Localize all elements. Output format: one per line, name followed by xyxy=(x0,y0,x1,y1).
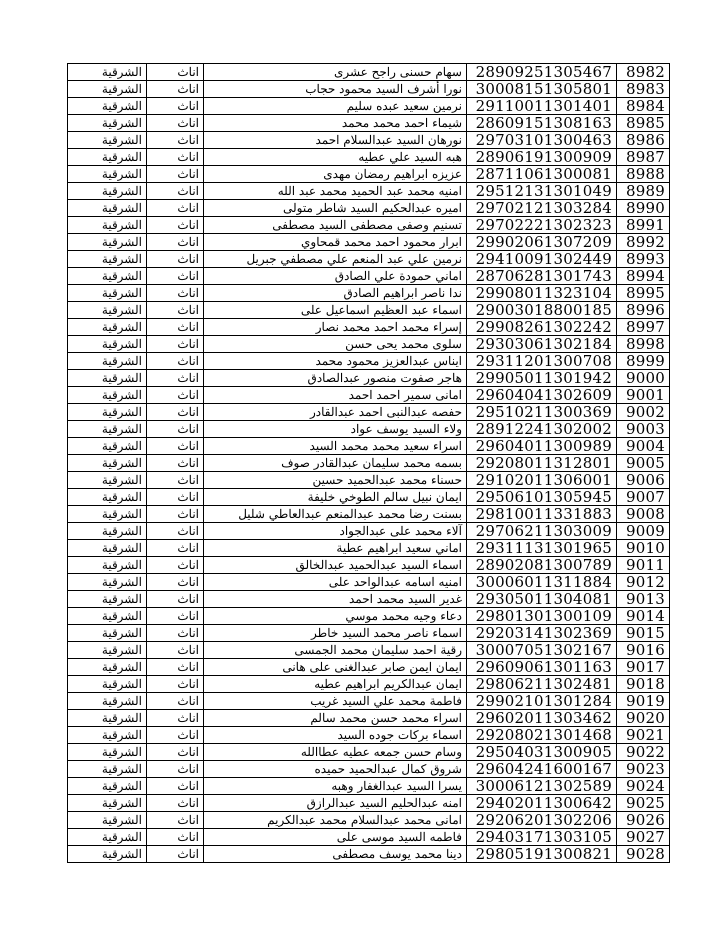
gender-cell: اناث xyxy=(147,795,204,812)
serial-number-cell: 9025 xyxy=(617,795,670,812)
serial-number-cell: 8982 xyxy=(617,64,670,81)
governorate-cell: الشرقية xyxy=(68,761,147,778)
national-id-cell: 29102011306001 xyxy=(467,472,617,489)
national-id-cell: 28909251305467 xyxy=(467,64,617,81)
serial-number-cell: 9014 xyxy=(617,608,670,625)
governorate-cell: الشرقية xyxy=(68,540,147,557)
gender-cell: اناث xyxy=(147,540,204,557)
serial-number-cell: 9028 xyxy=(617,846,670,863)
table-row xyxy=(68,455,670,472)
name-cell: امانى محمد عبدالسلام محمد عبدالكريم xyxy=(204,812,467,829)
serial-number-cell: 9016 xyxy=(617,642,670,659)
governorate-cell: الشرقية xyxy=(68,710,147,727)
national-id-cell: 29902061307209 xyxy=(467,234,617,251)
name-cell: شروق كمال عبدالحميد حميده xyxy=(204,761,467,778)
serial-number-cell: 9018 xyxy=(617,676,670,693)
gender-cell: اناث xyxy=(147,200,204,217)
records-table-body xyxy=(68,64,670,863)
gender-cell: اناث xyxy=(147,710,204,727)
table-row xyxy=(68,761,670,778)
national-id-cell: 29504031300905 xyxy=(467,744,617,761)
serial-number-cell: 9013 xyxy=(617,591,670,608)
gender-cell: اناث xyxy=(147,132,204,149)
name-cell: نرمين سعيد عبده سليم xyxy=(204,98,467,115)
document-page xyxy=(67,63,669,863)
serial-number-cell: 9021 xyxy=(617,727,670,744)
national-id-cell: 30006121302589 xyxy=(467,778,617,795)
governorate-cell: الشرقية xyxy=(68,846,147,863)
national-id-cell: 29810011331883 xyxy=(467,506,617,523)
serial-number-cell: 9024 xyxy=(617,778,670,795)
table-row xyxy=(68,302,670,319)
table-row xyxy=(68,81,670,98)
name-cell: ايمان عبدالكريم ابراهيم عطيه xyxy=(204,676,467,693)
table-row xyxy=(68,574,670,591)
gender-cell: اناث xyxy=(147,608,204,625)
name-cell: نرمين علي عبد المنعم علي مصطفي جبريل xyxy=(204,251,467,268)
governorate-cell: الشرقية xyxy=(68,812,147,829)
governorate-cell: الشرقية xyxy=(68,149,147,166)
serial-number-cell: 9010 xyxy=(617,540,670,557)
governorate-cell: الشرقية xyxy=(68,166,147,183)
gender-cell: اناث xyxy=(147,115,204,132)
gender-cell: اناث xyxy=(147,353,204,370)
gender-cell: اناث xyxy=(147,64,204,81)
governorate-cell: الشرقية xyxy=(68,421,147,438)
gender-cell: اناث xyxy=(147,166,204,183)
name-cell: آلاء محمد على عبدالجواد xyxy=(204,523,467,540)
governorate-cell: الشرقية xyxy=(68,523,147,540)
national-id-cell: 29003018800185 xyxy=(467,302,617,319)
governorate-cell: الشرقية xyxy=(68,642,147,659)
table-row xyxy=(68,829,670,846)
serial-number-cell: 9008 xyxy=(617,506,670,523)
serial-number-cell: 9005 xyxy=(617,455,670,472)
governorate-cell: الشرقية xyxy=(68,795,147,812)
table-row xyxy=(68,727,670,744)
gender-cell: اناث xyxy=(147,251,204,268)
governorate-cell: الشرقية xyxy=(68,183,147,200)
name-cell: دينا محمد يوسف مصطفى xyxy=(204,846,467,863)
national-id-cell: 29410091302449 xyxy=(467,251,617,268)
national-id-cell: 29110011301401 xyxy=(467,98,617,115)
serial-number-cell: 8997 xyxy=(617,319,670,336)
gender-cell: اناث xyxy=(147,744,204,761)
serial-number-cell: 8989 xyxy=(617,183,670,200)
table-row xyxy=(68,319,670,336)
name-cell: امنه عبدالحليم السيد عبدالرازق xyxy=(204,795,467,812)
governorate-cell: الشرقية xyxy=(68,591,147,608)
national-id-cell: 29702221302323 xyxy=(467,217,617,234)
name-cell: امنيه محمد عبد الحميد محمد عبد الله xyxy=(204,183,467,200)
name-cell: ايمان نبيل سالم الطوخي خليفة xyxy=(204,489,467,506)
table-row xyxy=(68,421,670,438)
table-row xyxy=(68,132,670,149)
table-row xyxy=(68,795,670,812)
national-id-cell: 29609061301163 xyxy=(467,659,617,676)
governorate-cell: الشرقية xyxy=(68,319,147,336)
table-row xyxy=(68,438,670,455)
name-cell: يسرا السيد عبدالغفار وهبه xyxy=(204,778,467,795)
governorate-cell: الشرقية xyxy=(68,506,147,523)
national-id-cell: 29203141302369 xyxy=(467,625,617,642)
governorate-cell: الشرقية xyxy=(68,489,147,506)
gender-cell: اناث xyxy=(147,387,204,404)
gender-cell: اناث xyxy=(147,149,204,166)
national-id-cell: 29208021301468 xyxy=(467,727,617,744)
serial-number-cell: 8983 xyxy=(617,81,670,98)
serial-number-cell: 9006 xyxy=(617,472,670,489)
gender-cell: اناث xyxy=(147,693,204,710)
national-id-cell: 29908011323104 xyxy=(467,285,617,302)
table-row xyxy=(68,166,670,183)
serial-number-cell: 9002 xyxy=(617,404,670,421)
name-cell: اسماء عبد العظيم اسماعيل على xyxy=(204,302,467,319)
national-id-cell: 28609151308163 xyxy=(467,115,617,132)
table-row xyxy=(68,404,670,421)
name-cell: امنيه اسامه عبدالواحد على xyxy=(204,574,467,591)
governorate-cell: الشرقية xyxy=(68,676,147,693)
name-cell: اسماء ناصر محمد السيد خاطر xyxy=(204,625,467,642)
table-row xyxy=(68,846,670,863)
governorate-cell: الشرقية xyxy=(68,98,147,115)
serial-number-cell: 8992 xyxy=(617,234,670,251)
serial-number-cell: 9003 xyxy=(617,421,670,438)
gender-cell: اناث xyxy=(147,625,204,642)
serial-number-cell: 8995 xyxy=(617,285,670,302)
gender-cell: اناث xyxy=(147,472,204,489)
name-cell: وسام حسن جمعه عطيه عطاالله xyxy=(204,744,467,761)
gender-cell: اناث xyxy=(147,438,204,455)
table-row xyxy=(68,642,670,659)
name-cell: اماني سعيد ابراهيم عطية xyxy=(204,540,467,557)
name-cell: تسنيم وصفى مصطفى السيد مصطفى xyxy=(204,217,467,234)
national-id-cell: 29311131301965 xyxy=(467,540,617,557)
serial-number-cell: 9027 xyxy=(617,829,670,846)
name-cell: نورهان السيد عبدالسلام احمد xyxy=(204,132,467,149)
national-id-cell: 29303061302184 xyxy=(467,336,617,353)
serial-number-cell: 9020 xyxy=(617,710,670,727)
table-row xyxy=(68,98,670,115)
table-row xyxy=(68,778,670,795)
table-row xyxy=(68,693,670,710)
name-cell: هاجر صفوت منصور عبدالصادق xyxy=(204,370,467,387)
gender-cell: اناث xyxy=(147,761,204,778)
name-cell: فاطمه السيد موسى على xyxy=(204,829,467,846)
serial-number-cell: 9019 xyxy=(617,693,670,710)
serial-number-cell: 9011 xyxy=(617,557,670,574)
name-cell: ايناس عبدالعزيز محمود محمد xyxy=(204,353,467,370)
table-row xyxy=(68,200,670,217)
serial-number-cell: 9007 xyxy=(617,489,670,506)
table-row xyxy=(68,506,670,523)
serial-number-cell: 8990 xyxy=(617,200,670,217)
table-row xyxy=(68,591,670,608)
national-id-cell: 29703101300463 xyxy=(467,132,617,149)
table-row xyxy=(68,183,670,200)
name-cell: رقية احمد سليمان محمد الجمسى xyxy=(204,642,467,659)
national-id-cell: 28906191300909 xyxy=(467,149,617,166)
gender-cell: اناث xyxy=(147,642,204,659)
gender-cell: اناث xyxy=(147,217,204,234)
serial-number-cell: 8987 xyxy=(617,149,670,166)
name-cell: حسناء محمد عبدالحميد حسين xyxy=(204,472,467,489)
name-cell: بسمه محمد سليمان عبدالقادر صوف xyxy=(204,455,467,472)
name-cell: هبه السيد علي عطيه xyxy=(204,149,467,166)
serial-number-cell: 9009 xyxy=(617,523,670,540)
table-row xyxy=(68,64,670,81)
gender-cell: اناث xyxy=(147,676,204,693)
national-id-cell: 29402011300642 xyxy=(467,795,617,812)
name-cell: حفصه عبدالنبى احمد عبدالقادر xyxy=(204,404,467,421)
national-id-cell: 29510211300369 xyxy=(467,404,617,421)
gender-cell: اناث xyxy=(147,506,204,523)
name-cell: عزيزه ابراهيم رمضان مهدى xyxy=(204,166,467,183)
gender-cell: اناث xyxy=(147,421,204,438)
gender-cell: اناث xyxy=(147,523,204,540)
gender-cell: اناث xyxy=(147,336,204,353)
national-id-cell: 29506101305945 xyxy=(467,489,617,506)
national-id-cell: 29801301300109 xyxy=(467,608,617,625)
governorate-cell: الشرقية xyxy=(68,744,147,761)
table-row xyxy=(68,710,670,727)
table-row xyxy=(68,676,670,693)
table-row xyxy=(68,115,670,132)
national-id-cell: 29602011303462 xyxy=(467,710,617,727)
serial-number-cell: 9015 xyxy=(617,625,670,642)
national-id-cell: 29806211302481 xyxy=(467,676,617,693)
national-id-cell: 29805191300821 xyxy=(467,846,617,863)
governorate-cell: الشرقية xyxy=(68,387,147,404)
national-id-cell: 29305011304081 xyxy=(467,591,617,608)
governorate-cell: الشرقية xyxy=(68,625,147,642)
national-id-cell: 29902101301284 xyxy=(467,693,617,710)
governorate-cell: الشرقية xyxy=(68,353,147,370)
table-row xyxy=(68,387,670,404)
name-cell: امانى سمير احمد احمد xyxy=(204,387,467,404)
governorate-cell: الشرقية xyxy=(68,727,147,744)
national-id-cell: 29604011300989 xyxy=(467,438,617,455)
table-row xyxy=(68,285,670,302)
national-id-cell: 29604041302609 xyxy=(467,387,617,404)
national-id-cell: 29206201302206 xyxy=(467,812,617,829)
gender-cell: اناث xyxy=(147,727,204,744)
serial-number-cell: 8996 xyxy=(617,302,670,319)
gender-cell: اناث xyxy=(147,846,204,863)
name-cell: ندا ناصر ابراهيم الصادق xyxy=(204,285,467,302)
governorate-cell: الشرقية xyxy=(68,693,147,710)
table-row xyxy=(68,353,670,370)
governorate-cell: الشرقية xyxy=(68,608,147,625)
gender-cell: اناث xyxy=(147,370,204,387)
name-cell: ولاء السيد يوسف عواد xyxy=(204,421,467,438)
national-id-cell: 29403171303105 xyxy=(467,829,617,846)
serial-number-cell: 9012 xyxy=(617,574,670,591)
table-row xyxy=(68,523,670,540)
serial-number-cell: 9000 xyxy=(617,370,670,387)
gender-cell: اناث xyxy=(147,183,204,200)
name-cell: اسماء بركات جوده السيد xyxy=(204,727,467,744)
gender-cell: اناث xyxy=(147,404,204,421)
name-cell: اميره عبدالحكيم السيد شاطر متولى xyxy=(204,200,467,217)
table-row xyxy=(68,608,670,625)
serial-number-cell: 8998 xyxy=(617,336,670,353)
serial-number-cell: 9001 xyxy=(617,387,670,404)
serial-number-cell: 9017 xyxy=(617,659,670,676)
gender-cell: اناث xyxy=(147,812,204,829)
national-id-cell: 28912241302002 xyxy=(467,421,617,438)
governorate-cell: الشرقية xyxy=(68,217,147,234)
national-id-cell: 30006011311884 xyxy=(467,574,617,591)
gender-cell: اناث xyxy=(147,778,204,795)
serial-number-cell: 8994 xyxy=(617,268,670,285)
serial-number-cell: 8993 xyxy=(617,251,670,268)
serial-number-cell: 8991 xyxy=(617,217,670,234)
name-cell: اماني حمودة علي الصادق xyxy=(204,268,467,285)
governorate-cell: الشرقية xyxy=(68,268,147,285)
governorate-cell: الشرقية xyxy=(68,336,147,353)
national-id-cell: 28902081300789 xyxy=(467,557,617,574)
national-id-cell: 29702121303284 xyxy=(467,200,617,217)
name-cell: ابرار محمود احمد محمد قمحاوي xyxy=(204,234,467,251)
name-cell: ايمان ايمن صابر عبدالغنى على هانى xyxy=(204,659,467,676)
name-cell: نورا أشرف السيد محمود حجاب xyxy=(204,81,467,98)
governorate-cell: الشرقية xyxy=(68,778,147,795)
table-row xyxy=(68,744,670,761)
gender-cell: اناث xyxy=(147,268,204,285)
national-id-cell: 29706211303009 xyxy=(467,523,617,540)
table-row xyxy=(68,472,670,489)
name-cell: إسراء محمد احمد محمد نصار xyxy=(204,319,467,336)
gender-cell: اناث xyxy=(147,829,204,846)
table-row xyxy=(68,557,670,574)
serial-number-cell: 8984 xyxy=(617,98,670,115)
name-cell: سهام حسنى راجح عشرى xyxy=(204,64,467,81)
records-table xyxy=(67,63,670,863)
serial-number-cell: 9022 xyxy=(617,744,670,761)
table-row xyxy=(68,370,670,387)
gender-cell: اناث xyxy=(147,319,204,336)
national-id-cell: 28706281301743 xyxy=(467,268,617,285)
national-id-cell: 29208011312801 xyxy=(467,455,617,472)
governorate-cell: الشرقية xyxy=(68,370,147,387)
governorate-cell: الشرقية xyxy=(68,64,147,81)
governorate-cell: الشرقية xyxy=(68,285,147,302)
serial-number-cell: 8985 xyxy=(617,115,670,132)
gender-cell: اناث xyxy=(147,489,204,506)
gender-cell: اناث xyxy=(147,81,204,98)
name-cell: فاطمة محمد علي السيد غريب xyxy=(204,693,467,710)
national-id-cell: 29512131301049 xyxy=(467,183,617,200)
governorate-cell: الشرقية xyxy=(68,115,147,132)
governorate-cell: الشرقية xyxy=(68,302,147,319)
governorate-cell: الشرقية xyxy=(68,404,147,421)
national-id-cell: 28711061300081 xyxy=(467,166,617,183)
serial-number-cell: 8988 xyxy=(617,166,670,183)
national-id-cell: 29604241600167 xyxy=(467,761,617,778)
name-cell: اسماء السيد عبدالحميد عبدالخالق xyxy=(204,557,467,574)
national-id-cell: 29311201300708 xyxy=(467,353,617,370)
gender-cell: اناث xyxy=(147,591,204,608)
table-row xyxy=(68,625,670,642)
gender-cell: اناث xyxy=(147,285,204,302)
table-row xyxy=(68,489,670,506)
table-row xyxy=(68,251,670,268)
serial-number-cell: 9023 xyxy=(617,761,670,778)
gender-cell: اناث xyxy=(147,455,204,472)
table-row xyxy=(68,217,670,234)
national-id-cell: 29908261302242 xyxy=(467,319,617,336)
gender-cell: اناث xyxy=(147,98,204,115)
gender-cell: اناث xyxy=(147,234,204,251)
name-cell: دعاء وجيه محمد موسي xyxy=(204,608,467,625)
table-row xyxy=(68,234,670,251)
name-cell: شيماء احمد محمد محمد xyxy=(204,115,467,132)
serial-number-cell: 8986 xyxy=(617,132,670,149)
serial-number-cell: 8999 xyxy=(617,353,670,370)
gender-cell: اناث xyxy=(147,302,204,319)
national-id-cell: 30008151305801 xyxy=(467,81,617,98)
table-row xyxy=(68,268,670,285)
governorate-cell: الشرقية xyxy=(68,251,147,268)
national-id-cell: 30007051302167 xyxy=(467,642,617,659)
table-row xyxy=(68,659,670,676)
name-cell: اسراء سعيد محمد محمد السيد xyxy=(204,438,467,455)
name-cell: سلوى محمد يحى حسن xyxy=(204,336,467,353)
governorate-cell: الشرقية xyxy=(68,472,147,489)
national-id-cell: 29905011301942 xyxy=(467,370,617,387)
serial-number-cell: 9004 xyxy=(617,438,670,455)
governorate-cell: الشرقية xyxy=(68,132,147,149)
name-cell: بسنت رضا محمد عبدالمنعم عبدالعاطي شليل xyxy=(204,506,467,523)
serial-number-cell: 9026 xyxy=(617,812,670,829)
governorate-cell: الشرقية xyxy=(68,557,147,574)
governorate-cell: الشرقية xyxy=(68,200,147,217)
table-row xyxy=(68,149,670,166)
governorate-cell: الشرقية xyxy=(68,574,147,591)
table-row xyxy=(68,336,670,353)
name-cell: غدير السيد محمد احمد xyxy=(204,591,467,608)
table-row xyxy=(68,540,670,557)
governorate-cell: الشرقية xyxy=(68,659,147,676)
table-row xyxy=(68,812,670,829)
gender-cell: اناث xyxy=(147,659,204,676)
gender-cell: اناث xyxy=(147,557,204,574)
governorate-cell: الشرقية xyxy=(68,455,147,472)
gender-cell: اناث xyxy=(147,574,204,591)
governorate-cell: الشرقية xyxy=(68,81,147,98)
governorate-cell: الشرقية xyxy=(68,829,147,846)
governorate-cell: الشرقية xyxy=(68,234,147,251)
governorate-cell: الشرقية xyxy=(68,438,147,455)
name-cell: اسراء محمد حسن محمد سالم xyxy=(204,710,467,727)
